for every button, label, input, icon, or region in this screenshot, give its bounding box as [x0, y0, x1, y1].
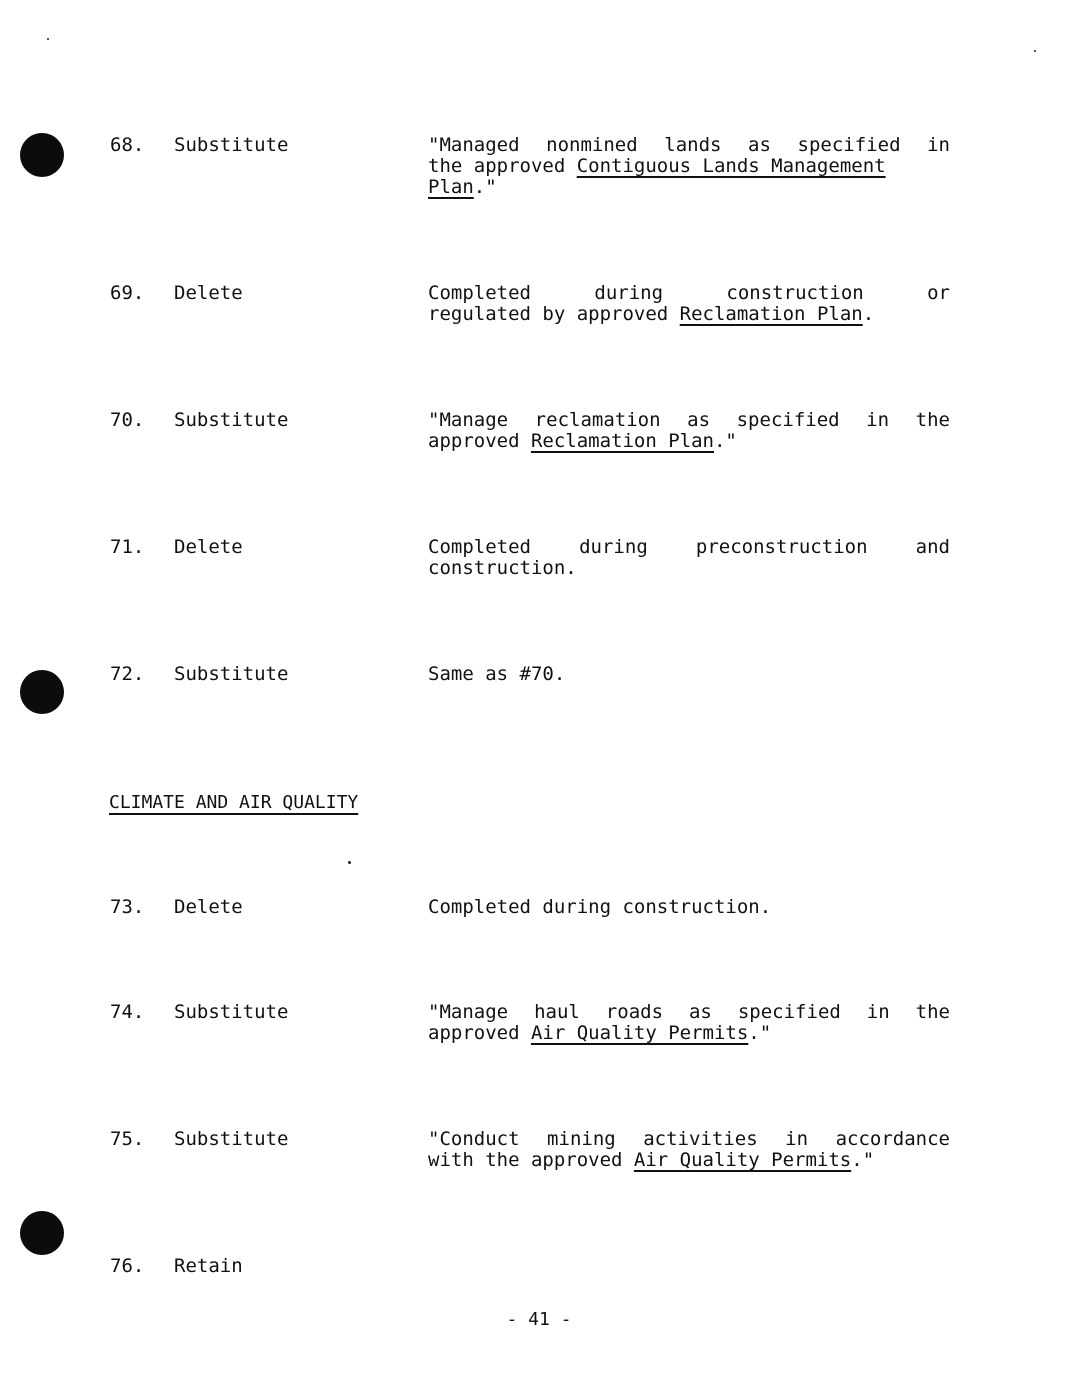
item-number: 76.	[110, 1255, 145, 1277]
item-description	[428, 1129, 950, 1171]
underlined-reference: Reclamation Plan	[530, 430, 714, 452]
description-line: Completed during construction.	[428, 896, 772, 918]
description-text: ."	[473, 176, 497, 198]
item-description	[428, 283, 950, 325]
description-line: "Manage reclamation as specified in the	[428, 409, 950, 431]
item-description	[428, 1002, 950, 1044]
description-line: "Managed nonmined lands as specified in	[428, 134, 950, 156]
underlined-reference: Air Quality Permits	[633, 1149, 852, 1171]
description-line	[428, 1023, 950, 1044]
description-line	[428, 156, 950, 177]
item-action: Substitute	[174, 663, 289, 685]
item-number: 75.	[110, 1128, 145, 1150]
item-action: Delete	[174, 282, 243, 304]
underlined-reference: Reclamation Plan	[679, 303, 863, 325]
item-action: Delete	[174, 896, 243, 918]
description-line: Completed during construction or	[428, 282, 950, 304]
scan-speck	[1034, 50, 1036, 52]
item-description	[428, 135, 950, 198]
item-action: Substitute	[174, 1001, 289, 1023]
item-number: 72.	[110, 663, 145, 685]
description-line	[428, 431, 950, 452]
description-text: .	[862, 303, 875, 325]
item-number: 68.	[110, 134, 145, 156]
page-number: - 41 -	[506, 1309, 572, 1330]
item-action: Retain	[174, 1255, 243, 1277]
description-text: the approved	[428, 155, 577, 177]
description-text: with the approved	[428, 1149, 634, 1171]
item-action: Substitute	[174, 1128, 289, 1150]
description-text: ."	[748, 1022, 772, 1044]
description-text: ."	[713, 430, 737, 452]
item-action: Delete	[174, 536, 243, 558]
description-line	[428, 304, 950, 325]
binder-hole	[20, 1211, 64, 1255]
description-text: ."	[851, 1149, 875, 1171]
item-number: 74.	[110, 1001, 145, 1023]
description-text: approved	[428, 1022, 531, 1044]
item-action: Substitute	[174, 409, 289, 431]
description-line: "Conduct mining activities in accordance	[428, 1128, 950, 1150]
item-number: 71.	[110, 536, 145, 558]
description-text: regulated by approved	[428, 303, 680, 325]
item-number: 70.	[110, 409, 145, 431]
description-text: approved	[428, 430, 531, 452]
description-line	[428, 177, 950, 198]
description-line: Same as #70.	[428, 663, 566, 685]
underlined-reference: Plan	[428, 176, 474, 198]
scan-speck	[47, 38, 49, 40]
item-action: Substitute	[174, 134, 289, 156]
underlined-reference: Air Quality Permits	[530, 1022, 749, 1044]
description-line: "Manage haul roads as specified in the	[428, 1001, 950, 1023]
scan-speck	[348, 861, 351, 864]
item-number: 73.	[110, 896, 145, 918]
item-description	[428, 410, 950, 452]
description-line: construction.	[428, 557, 577, 579]
description-line	[428, 1150, 950, 1171]
underlined-reference: Contiguous Lands Management	[576, 155, 886, 177]
binder-hole	[20, 670, 64, 714]
item-description	[428, 537, 950, 579]
item-number: 69.	[110, 282, 145, 304]
item-description	[428, 897, 950, 918]
section-heading: CLIMATE AND AIR QUALITY	[109, 792, 359, 813]
item-description	[428, 664, 950, 685]
binder-hole	[20, 133, 64, 177]
description-line: Completed during preconstruction and	[428, 536, 950, 558]
